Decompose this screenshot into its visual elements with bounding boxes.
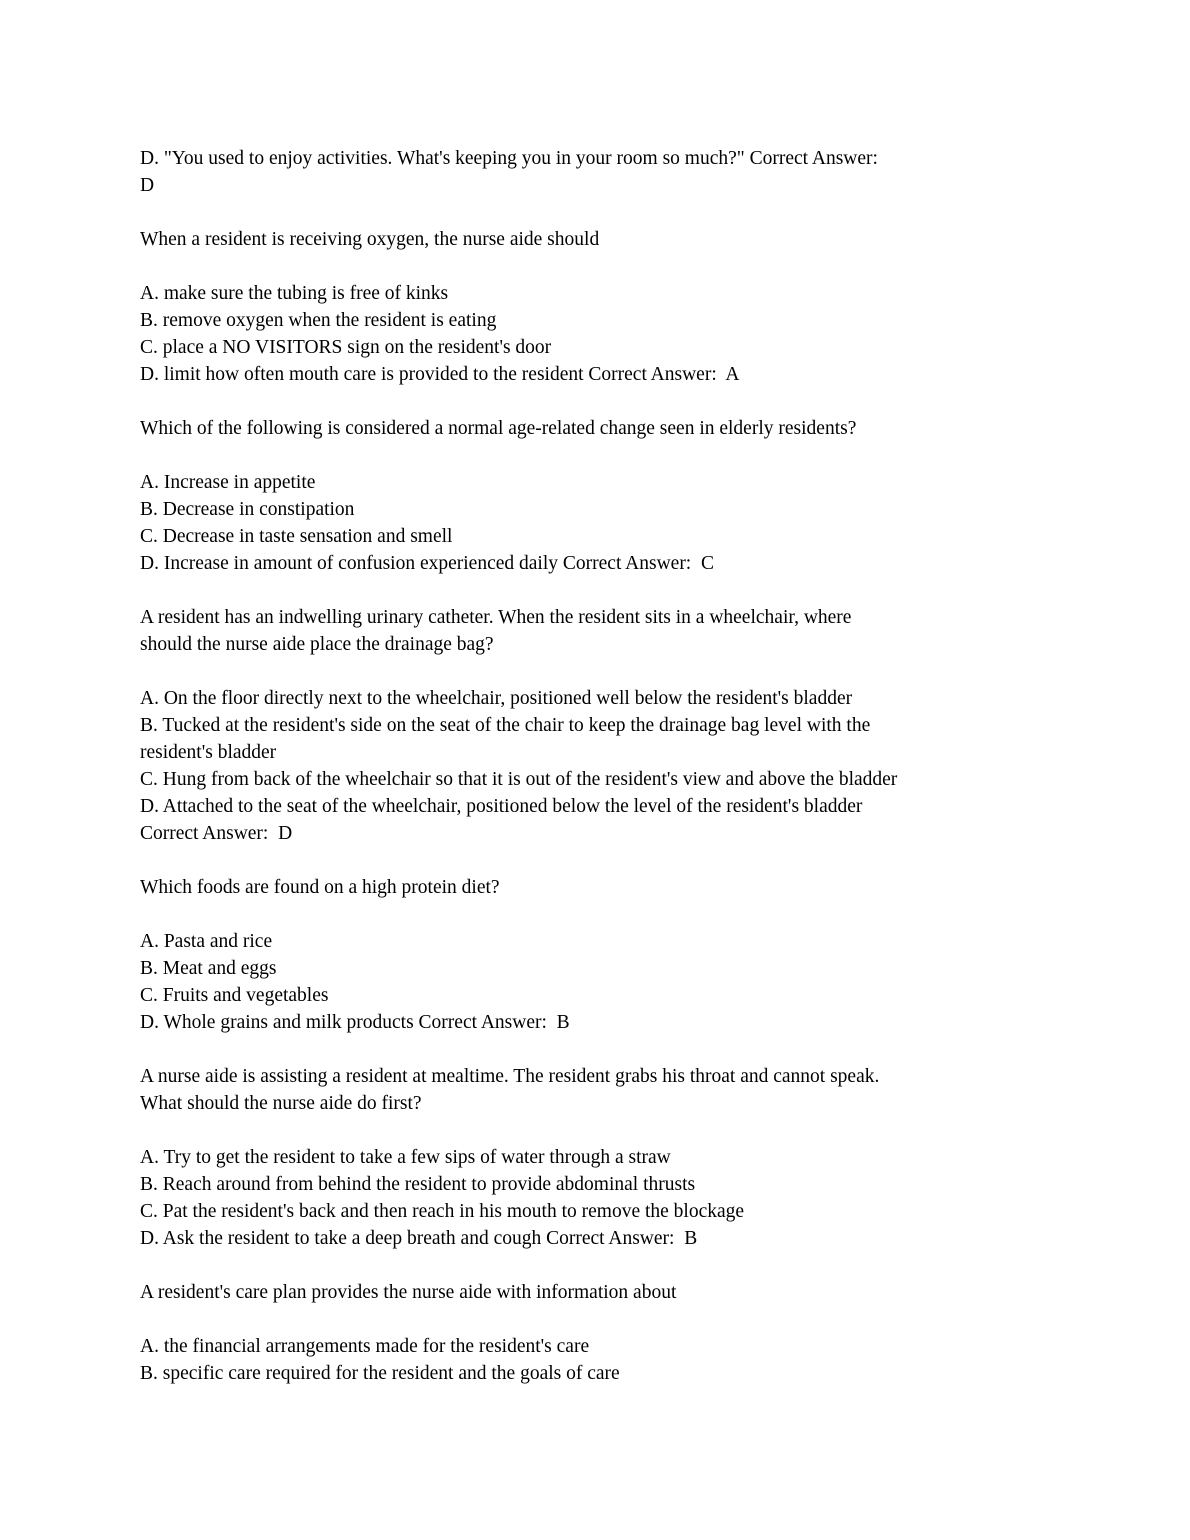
text-block-question bbox=[140, 1279, 1140, 1306]
question-text: When a resident is receiving oxygen, the nurse aide should bbox=[140, 229, 600, 250]
question-text: A resident's care plan provides the nurse aide with information about bbox=[140, 1282, 677, 1303]
question-text: Which of the following is considered a normal age-related change seen in elderly residents? bbox=[140, 418, 857, 439]
option-a: A. On the floor directly next to the wheelchair, positioned well below the resident's bladder bbox=[140, 688, 853, 709]
text-block-question bbox=[140, 604, 1140, 658]
correct-answer-line: Correct Answer: D bbox=[140, 823, 293, 844]
question-text: A resident has an indwelling urinary catheter. When the resident sits in a wheelchair, where bbox=[140, 607, 852, 628]
document-content bbox=[140, 145, 1140, 1387]
text-block-options bbox=[140, 280, 1140, 388]
text-block-options bbox=[140, 928, 1140, 1036]
question-text: should the nurse aide place the drainage bag? bbox=[140, 634, 494, 655]
text-block-question bbox=[140, 1063, 1140, 1117]
option-b-continued: resident's bladder bbox=[140, 742, 277, 763]
option-a: A. the financial arrangements made for the resident's care bbox=[140, 1336, 590, 1357]
option-b: B. specific care required for the resident and the goals of care bbox=[140, 1363, 620, 1384]
option-b: B. Meat and eggs bbox=[140, 958, 277, 979]
option-c: C. Pat the resident's back and then reach in his mouth to remove the blockage bbox=[140, 1201, 745, 1222]
text-block-question bbox=[140, 415, 1140, 442]
option-b: B. Reach around from behind the resident to provide abdominal thrusts bbox=[140, 1174, 696, 1195]
option-b: B. Decrease in constipation bbox=[140, 499, 355, 520]
option-c: C. Hung from back of the wheelchair so that it is out of the resident's view and above the bladder bbox=[140, 769, 898, 790]
option-d: D. Whole grains and milk products Correct Answer: B bbox=[140, 1012, 570, 1033]
text-block-options bbox=[140, 469, 1140, 577]
option-d: D. Attached to the seat of the wheelchair, positioned below the level of the resident's bladder bbox=[140, 796, 863, 817]
question-text: Which foods are found on a high protein diet? bbox=[140, 877, 500, 898]
option-c: C. Fruits and vegetables bbox=[140, 985, 329, 1006]
text-block-options bbox=[140, 1144, 1140, 1252]
option-d: D. limit how often mouth care is provided to the resident Correct Answer: A bbox=[140, 364, 740, 385]
option-a: A. Try to get the resident to take a few sips of water through a straw bbox=[140, 1147, 671, 1168]
option-d: D. Ask the resident to take a deep breath and cough Correct Answer: B bbox=[140, 1228, 698, 1249]
option-a: A. Increase in appetite bbox=[140, 472, 316, 493]
option-b: B. Tucked at the resident's side on the seat of the chair to keep the drainage bag level with the bbox=[140, 715, 871, 736]
text-block-question bbox=[140, 874, 1140, 901]
text-block-question bbox=[140, 226, 1140, 253]
question-text: A nurse aide is assisting a resident at mealtime. The resident grabs his throat and cannot speak. bbox=[140, 1066, 880, 1087]
option-a: A. Pasta and rice bbox=[140, 931, 273, 952]
option-d: D. Increase in amount of confusion experienced daily Correct Answer: C bbox=[140, 553, 714, 574]
text-line: D bbox=[140, 175, 155, 196]
text-block-options bbox=[140, 685, 1140, 847]
text-line: D. "You used to enjoy activities. What's keeping you in your room so much?" Correct Answer: bbox=[140, 148, 878, 169]
option-b: B. remove oxygen when the resident is eating bbox=[140, 310, 497, 331]
option-a: A. make sure the tubing is free of kinks bbox=[140, 283, 449, 304]
option-c: C. Decrease in taste sensation and smell bbox=[140, 526, 453, 547]
text-block-answer-fragment bbox=[140, 145, 1140, 199]
question-text: What should the nurse aide do first? bbox=[140, 1093, 422, 1114]
text-block-options bbox=[140, 1333, 1140, 1387]
option-c: C. place a NO VISITORS sign on the resident's door bbox=[140, 337, 552, 358]
